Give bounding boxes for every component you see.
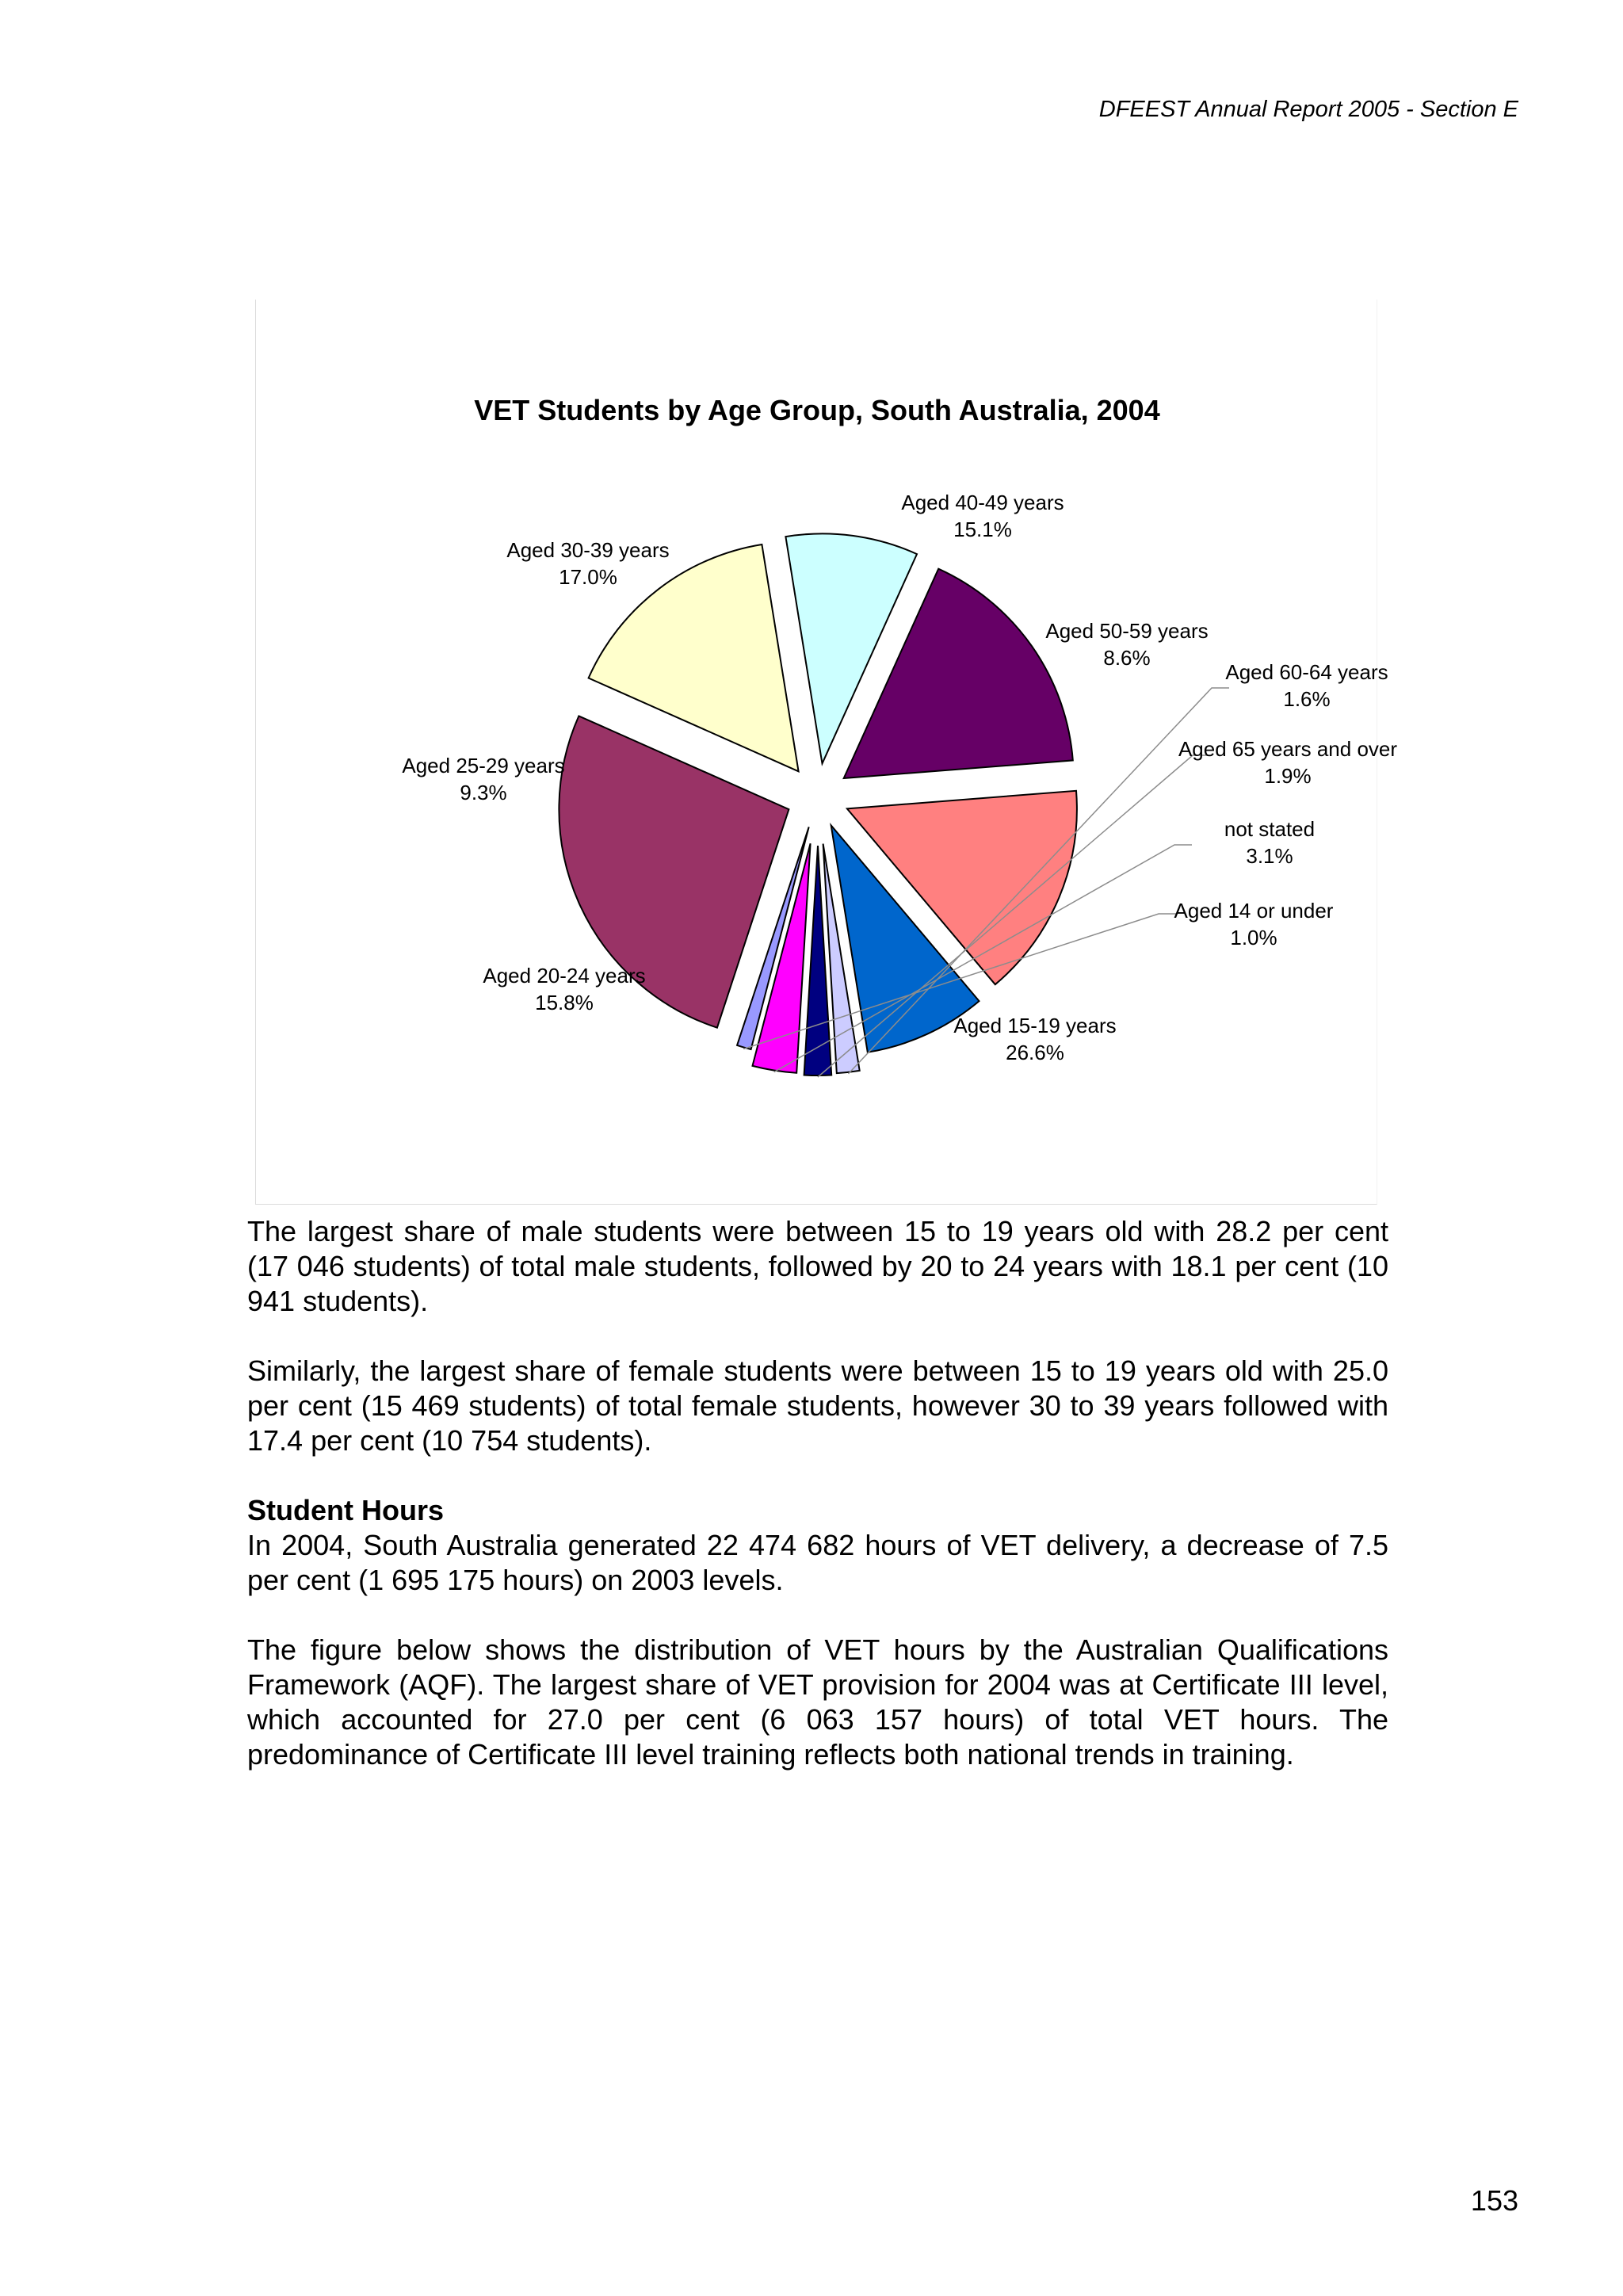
slice-category-label: Aged 60-64 years bbox=[1225, 660, 1388, 684]
page-number: 153 bbox=[1470, 2184, 1518, 2217]
body-text bbox=[247, 1214, 1388, 1807]
slice-value-label: 3.1% bbox=[1246, 844, 1293, 868]
slice-category-label: Aged 50-59 years bbox=[1045, 619, 1209, 643]
slice-value-label: 1.6% bbox=[1283, 687, 1331, 711]
slice-category-label: Aged 15-19 years bbox=[953, 1014, 1117, 1037]
slice-category-label: not stated bbox=[1224, 817, 1316, 841]
slice-value-label: 8.6% bbox=[1103, 646, 1151, 670]
heading-student-hours: Student Hours bbox=[247, 1494, 444, 1526]
slice-category-label: Aged 40-49 years bbox=[901, 491, 1064, 514]
paragraph-aqf-distribution: The figure below shows the distribution of VET hours by the Australian Qualifications Framework (AQF). The largest share of VET provision for 2004 was at Certificate III level, which accounted for 27.0 per cent (6 063 157 hours) of total VET hours. The predominance of Certificate III level training reflects both national trends in training. bbox=[247, 1633, 1388, 1771]
paragraph-student-hours: In 2004, South Australia generated 22 474 682 hours of VET delivery, a decrease of 7.5 per cent (1 695 175 hours) on 2003 levels. bbox=[247, 1529, 1388, 1596]
slice-value-label: 17.0% bbox=[559, 565, 617, 589]
paragraph-female-students: Similarly, the largest share of female students were between 15 to 19 years old with 25.0 per cent (15 469 students) of total female students, however 30 to 39 years followed with 17.4 per cent (10 754 students). bbox=[247, 1354, 1388, 1457]
paragraph-male-students: The largest share of male students were between 15 to 19 years old with 28.2 per cent (17 046 students) of total male students, followed by 20 to 24 years with 18.1 per cent (10 941 students). bbox=[247, 1215, 1388, 1317]
slice-value-label: 1.0% bbox=[1230, 926, 1277, 949]
slice-category-label: Aged 25-29 years bbox=[402, 754, 565, 777]
slice-category-label: Aged 30-39 years bbox=[506, 538, 670, 562]
slice-category-label: Aged 14 or under bbox=[1174, 899, 1334, 923]
chart-title: VET Students by Age Group, South Australia, 2004 bbox=[474, 394, 1160, 426]
slice-value-label: 15.1% bbox=[953, 518, 1012, 541]
slice-value-label: 26.6% bbox=[1006, 1041, 1064, 1064]
slice-value-label: 9.3% bbox=[460, 781, 507, 804]
slice-category-label: Aged 20-24 years bbox=[483, 964, 646, 988]
slice-value-label: 15.8% bbox=[535, 991, 594, 1014]
pie-slices bbox=[559, 533, 1076, 1075]
slice-value-label: 1.9% bbox=[1264, 764, 1312, 788]
running-header: DFEEST Annual Report 2005 - Section E bbox=[1098, 97, 1518, 122]
slice-category-label: Aged 65 years and over bbox=[1178, 737, 1398, 761]
